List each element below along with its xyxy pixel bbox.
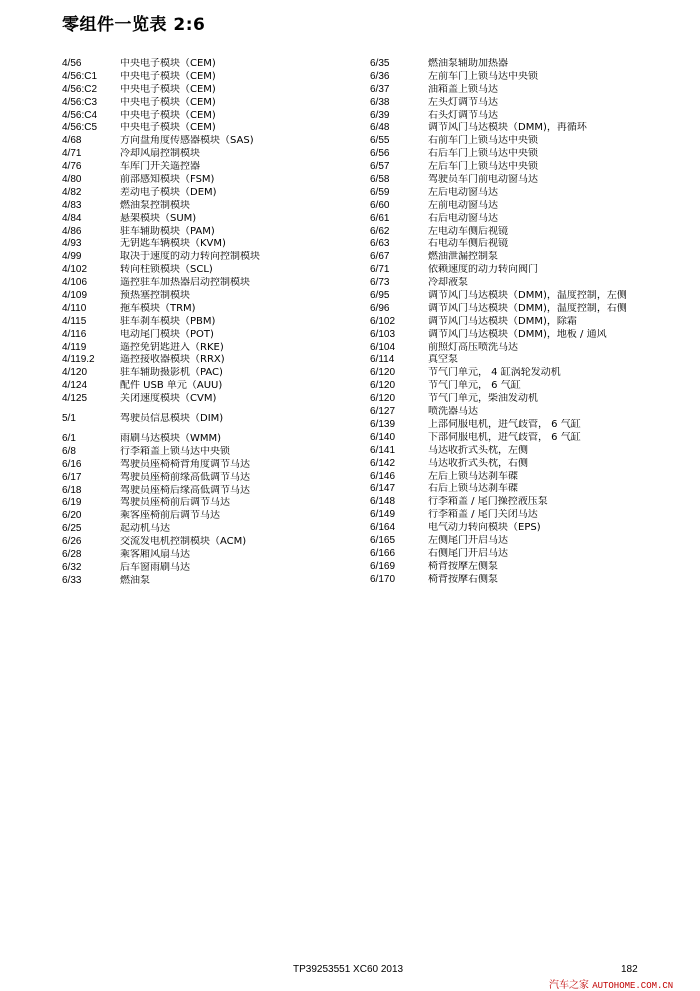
component-row bbox=[62, 472, 362, 485]
component-code: 6/73 bbox=[370, 277, 390, 289]
component-name: 驾驶员座椅椅背角度调节马达 bbox=[120, 458, 250, 470]
component-name: 驻车辅助摄影机（PAC) bbox=[120, 367, 223, 379]
component-name: 节气门单元， 4 缸涡轮发动机 bbox=[428, 367, 561, 379]
component-row bbox=[62, 367, 362, 380]
component-row bbox=[370, 535, 690, 548]
component-row bbox=[370, 522, 690, 535]
component-name: 右后车门上锁马达中央锁 bbox=[428, 148, 538, 160]
component-code: 6/142 bbox=[370, 457, 396, 469]
component-code: 5/1 bbox=[62, 413, 76, 425]
component-row bbox=[370, 393, 690, 406]
component-code: 4/82 bbox=[62, 186, 82, 198]
component-code: 6/166 bbox=[370, 547, 396, 559]
component-row bbox=[370, 419, 690, 432]
component-name: 中央电子模块（CEM) bbox=[120, 109, 216, 121]
component-code: 6/37 bbox=[370, 83, 390, 95]
component-name: 节气门单元，柴油发动机 bbox=[428, 393, 538, 405]
component-name: 遥控免钥匙进入（RKE) bbox=[120, 341, 224, 353]
component-row bbox=[62, 213, 362, 226]
component-name: 调节风门马达模块（DMM)，除霜 bbox=[428, 315, 577, 327]
component-code: 6/8 bbox=[62, 445, 76, 457]
component-name: 预热塞控制模块 bbox=[120, 290, 190, 302]
component-code: 6/55 bbox=[370, 135, 390, 147]
component-code: 6/26 bbox=[62, 536, 82, 548]
component-row bbox=[62, 122, 362, 135]
component-name: 驾驶员信息模块（DIM) bbox=[120, 413, 224, 425]
component-code: 6/35 bbox=[370, 58, 390, 69]
component-row bbox=[62, 485, 362, 498]
component-row bbox=[370, 574, 690, 587]
component-row bbox=[62, 329, 362, 342]
component-code: 6/170 bbox=[370, 573, 396, 585]
component-code: 6/165 bbox=[370, 534, 396, 546]
component-code: 6/95 bbox=[370, 290, 390, 302]
component-name: 油箱盖上锁马达 bbox=[428, 83, 498, 95]
component-code: 6/63 bbox=[370, 238, 390, 250]
component-code: 4/102 bbox=[62, 264, 88, 276]
component-code: 4/99 bbox=[62, 251, 82, 263]
component-code: 4/80 bbox=[62, 174, 82, 186]
component-row bbox=[62, 174, 362, 187]
watermark bbox=[549, 976, 673, 991]
component-name: 驾驶员座椅后缘高低调节马达 bbox=[120, 484, 250, 496]
component-row bbox=[62, 226, 362, 239]
component-code: 6/32 bbox=[62, 561, 82, 573]
component-name: 中央电子模块（CEM) bbox=[120, 122, 216, 134]
component-row bbox=[370, 380, 690, 393]
component-code: 4/116 bbox=[62, 328, 87, 340]
component-name: 驾驶员车门前电动窗马达 bbox=[428, 174, 538, 186]
component-code: 6/39 bbox=[370, 109, 390, 121]
component-row bbox=[370, 561, 690, 574]
component-name: 中央电子模块（CEM) bbox=[120, 83, 216, 95]
component-row bbox=[62, 303, 362, 316]
component-code: 6/146 bbox=[370, 470, 396, 482]
component-name: 无钥匙车辆模块（KVM) bbox=[120, 238, 226, 250]
component-code: 6/120 bbox=[370, 380, 396, 392]
component-name: 取决于速度的动力转向控制模块 bbox=[120, 251, 260, 263]
component-name: 冷却液泵 bbox=[428, 277, 468, 289]
component-name: 左后车门上锁马达中央锁 bbox=[428, 161, 538, 173]
component-row bbox=[370, 187, 690, 200]
component-code: 6/60 bbox=[370, 199, 390, 211]
component-row bbox=[62, 187, 362, 200]
component-name: 冷却风扇控制模块 bbox=[120, 148, 200, 160]
component-row bbox=[62, 161, 362, 174]
component-name: 前部感知模块（FSM) bbox=[120, 174, 215, 186]
component-code: 4/119 bbox=[62, 341, 87, 353]
component-code: 6/120 bbox=[370, 367, 396, 379]
component-row bbox=[370, 58, 690, 71]
component-name: 马达收折式头枕，右侧 bbox=[428, 457, 528, 469]
component-row bbox=[62, 459, 362, 472]
component-row bbox=[370, 458, 690, 471]
component-code: 6/58 bbox=[370, 174, 390, 186]
component-list-right bbox=[370, 58, 690, 587]
component-name: 中央电子模块（CEM) bbox=[120, 58, 216, 69]
component-row bbox=[62, 342, 362, 355]
component-row bbox=[370, 509, 690, 522]
component-code: 4/84 bbox=[62, 212, 82, 224]
component-row bbox=[62, 200, 362, 213]
component-code: 6/62 bbox=[370, 225, 390, 237]
component-row bbox=[370, 84, 690, 97]
component-name: 左头灯调节马达 bbox=[428, 96, 498, 108]
component-name: 驾驶员座椅前后调节马达 bbox=[120, 497, 230, 509]
component-code: 6/120 bbox=[370, 393, 396, 405]
component-name: 电动尾门模块（POT) bbox=[120, 328, 214, 340]
component-code: 4/56:C3 bbox=[62, 96, 98, 108]
component-name: 燃油泵辅助加热器 bbox=[428, 58, 508, 69]
component-code: 4/109 bbox=[62, 290, 88, 302]
component-row bbox=[370, 471, 690, 484]
component-row bbox=[370, 290, 690, 303]
component-row bbox=[370, 264, 690, 277]
component-row bbox=[62, 497, 362, 510]
component-code: 4/120 bbox=[62, 367, 88, 379]
component-code: 4/86 bbox=[62, 225, 82, 237]
component-name: 马达收折式头枕，左侧 bbox=[428, 444, 528, 456]
component-code: 6/56 bbox=[370, 148, 390, 160]
component-row bbox=[370, 200, 690, 213]
component-code: 4/125 bbox=[62, 393, 88, 405]
component-row bbox=[370, 226, 690, 239]
component-code: 4/119.2 bbox=[62, 354, 95, 366]
component-row bbox=[370, 483, 690, 496]
component-name: 上部伺服电机，进气歧管， 6 气缸 bbox=[428, 418, 581, 430]
component-code: 4/124 bbox=[62, 380, 88, 392]
component-code: 6/149 bbox=[370, 509, 396, 521]
component-row bbox=[62, 97, 362, 110]
component-name: 调节风门马达模块（DMM)，温度控制，右侧 bbox=[428, 302, 627, 314]
component-name: 调节风门马达模块（DMM)，再循环 bbox=[428, 122, 587, 134]
component-code: 4/56:C4 bbox=[62, 109, 98, 121]
component-name: 调节风门马达模块（DMM)，地板 / 通风 bbox=[428, 328, 607, 340]
component-code: 6/28 bbox=[62, 548, 82, 560]
component-row bbox=[62, 523, 362, 536]
component-name: 中央电子模块（CEM) bbox=[120, 96, 216, 108]
component-code: 4/83 bbox=[62, 199, 82, 211]
component-code: 6/140 bbox=[370, 431, 396, 443]
component-row bbox=[370, 316, 690, 329]
component-row bbox=[62, 354, 362, 367]
component-code: 6/103 bbox=[370, 328, 396, 340]
component-code: 6/18 bbox=[62, 484, 82, 496]
component-name: 雨刷马达模块（WMM) bbox=[120, 432, 222, 444]
component-name: 乘客座椅前后调节马达 bbox=[120, 510, 220, 522]
component-code: 6/20 bbox=[62, 510, 82, 522]
component-row bbox=[62, 510, 362, 523]
component-code: 6/19 bbox=[62, 497, 82, 509]
component-code: 6/141 bbox=[370, 444, 396, 456]
component-name: 右侧尾门开启马达 bbox=[428, 547, 508, 559]
component-row bbox=[62, 110, 362, 123]
component-row bbox=[62, 251, 362, 264]
component-name: 中央电子模块（CEM) bbox=[120, 70, 216, 82]
component-row bbox=[370, 71, 690, 84]
component-name: 乘客厢风扇马达 bbox=[120, 548, 190, 560]
component-code: 6/139 bbox=[370, 418, 396, 430]
component-name: 行李箱盖 / 尾门操控液压泵 bbox=[428, 496, 548, 508]
component-name: 转向柱锁模块（SCL) bbox=[120, 264, 213, 276]
component-name: 左后上锁马达刹车碟 bbox=[428, 470, 518, 482]
component-row bbox=[62, 290, 362, 303]
component-row bbox=[62, 264, 362, 277]
component-name: 左侧尾门开启马达 bbox=[428, 534, 508, 546]
component-name: 行李箱盖上锁马达中央锁 bbox=[120, 445, 230, 457]
component-name: 右后上锁马达刹车碟 bbox=[428, 483, 518, 495]
component-name: 椅背按摩右侧泵 bbox=[428, 573, 498, 585]
component-name: 行李箱盖 / 尾门关闭马达 bbox=[428, 509, 538, 521]
component-name: 喷洗器马达 bbox=[428, 406, 478, 418]
component-row bbox=[370, 354, 690, 367]
component-name: 配件 USB 单元（AUU) bbox=[120, 380, 223, 392]
component-code: 6/71 bbox=[370, 264, 390, 276]
component-row bbox=[370, 174, 690, 187]
component-row bbox=[370, 277, 690, 290]
component-code: 6/38 bbox=[370, 96, 390, 108]
component-row bbox=[62, 316, 362, 329]
component-row bbox=[62, 58, 362, 71]
component-name: 悬架模块（SUM) bbox=[120, 212, 197, 224]
component-code: 4/56 bbox=[62, 58, 82, 69]
component-code: 6/148 bbox=[370, 496, 396, 508]
component-row bbox=[62, 84, 362, 97]
component-row bbox=[370, 342, 690, 355]
component-code: 4/115 bbox=[62, 315, 87, 327]
component-name: 驻车刹车模块（PBM) bbox=[120, 315, 216, 327]
component-name: 起动机马达 bbox=[120, 523, 170, 535]
component-row bbox=[370, 329, 690, 342]
component-name: 燃油泵 bbox=[120, 574, 150, 586]
component-row bbox=[370, 548, 690, 561]
component-code: 6/67 bbox=[370, 251, 390, 263]
component-code: 4/56:C2 bbox=[62, 83, 98, 95]
component-code: 4/68 bbox=[62, 135, 82, 147]
watermark-url: AUTOHOME.COM.CN bbox=[592, 981, 674, 991]
component-code: 6/104 bbox=[370, 341, 396, 353]
component-name: 驻车辅助模块（PAM) bbox=[120, 225, 215, 237]
component-name: 右电动车侧后视镜 bbox=[428, 238, 508, 250]
component-code: 4/56:C1 bbox=[62, 70, 98, 82]
page-number: 182 bbox=[621, 964, 638, 975]
component-name: 左电动车侧后视镜 bbox=[428, 225, 508, 237]
component-code: 6/102 bbox=[370, 315, 396, 327]
component-name: 左前车门上锁马达中央锁 bbox=[428, 70, 538, 82]
component-row bbox=[370, 406, 690, 419]
component-code: 6/48 bbox=[370, 122, 390, 134]
component-row bbox=[62, 238, 362, 251]
watermark-brand: 汽车之家 bbox=[549, 980, 589, 991]
component-name: 左前电动窗马达 bbox=[428, 199, 498, 211]
component-code: 6/147 bbox=[370, 483, 396, 495]
component-name: 交流发电机控制模块（ACM) bbox=[120, 536, 247, 548]
component-code: 6/33 bbox=[62, 574, 82, 586]
component-name: 调节风门马达模块（DMM)，温度控制，左侧 bbox=[428, 290, 627, 302]
component-name: 驾驶员座椅前缘高低调节马达 bbox=[120, 471, 250, 483]
component-name: 拖车模块（TRM) bbox=[120, 302, 196, 314]
component-code: 6/16 bbox=[62, 458, 82, 470]
component-code: 4/71 bbox=[62, 148, 82, 160]
component-row bbox=[62, 413, 362, 426]
component-row bbox=[62, 393, 362, 406]
component-row bbox=[62, 575, 362, 588]
component-row bbox=[370, 135, 690, 148]
component-list-left bbox=[62, 58, 362, 588]
component-row bbox=[62, 148, 362, 161]
component-name: 遥控驻车加热器启动控制模块 bbox=[120, 277, 250, 289]
component-code: 4/93 bbox=[62, 238, 82, 250]
component-name: 依赖速度的动力转向阀门 bbox=[428, 264, 538, 276]
component-code: 6/25 bbox=[62, 523, 82, 535]
component-row bbox=[370, 445, 690, 458]
component-row bbox=[370, 367, 690, 380]
component-name: 右前车门上锁马达中央锁 bbox=[428, 135, 538, 147]
document-id: TP39253551 XC60 2013 bbox=[293, 964, 404, 975]
component-code: 6/169 bbox=[370, 560, 396, 572]
component-name: 左后电动窗马达 bbox=[428, 186, 498, 198]
component-name: 电气动力转向模块（EPS) bbox=[428, 522, 541, 534]
component-name: 下部伺服电机，进气歧管， 6 气缸 bbox=[428, 431, 581, 443]
component-code: 6/1 bbox=[62, 432, 76, 444]
component-row bbox=[370, 496, 690, 509]
component-name: 前照灯高压喷洗马达 bbox=[428, 341, 518, 353]
component-code: 4/76 bbox=[62, 161, 82, 173]
component-code: 6/114 bbox=[370, 354, 395, 366]
component-row bbox=[62, 380, 362, 393]
component-code: 6/17 bbox=[62, 471, 82, 483]
component-row bbox=[370, 148, 690, 161]
component-row bbox=[62, 71, 362, 84]
component-row bbox=[62, 446, 362, 459]
component-name: 后车窗雨刷马达 bbox=[120, 561, 190, 573]
component-name: 方向盘角度传感器模块（SAS) bbox=[120, 135, 254, 147]
component-code: 4/106 bbox=[62, 277, 88, 289]
component-code: 6/96 bbox=[370, 302, 390, 314]
component-row bbox=[62, 549, 362, 562]
component-code: 6/57 bbox=[370, 161, 390, 173]
component-name: 遥控接收器模块（RRX) bbox=[120, 354, 225, 366]
component-code: 6/127 bbox=[370, 406, 396, 418]
component-name: 节气门单元， 6 气缸 bbox=[428, 380, 521, 392]
component-name: 燃油泵控制模块 bbox=[120, 199, 190, 211]
component-code: 6/61 bbox=[370, 212, 390, 224]
component-row bbox=[62, 135, 362, 148]
component-name: 右头灯调节马达 bbox=[428, 109, 498, 121]
component-name: 右后电动窗马达 bbox=[428, 212, 498, 224]
component-name: 真空泵 bbox=[428, 354, 458, 366]
component-row bbox=[370, 251, 690, 264]
component-code: 6/164 bbox=[370, 522, 396, 534]
component-code: 6/59 bbox=[370, 186, 390, 198]
component-row bbox=[62, 562, 362, 575]
component-row bbox=[370, 238, 690, 251]
component-row bbox=[62, 433, 362, 446]
page-title: 零组件一览表 2:6 bbox=[62, 15, 206, 35]
component-row bbox=[370, 432, 690, 445]
component-code: 4/110 bbox=[62, 302, 87, 314]
component-name: 椅背按摩左侧泵 bbox=[428, 560, 498, 572]
component-name: 关闭速度模块（CVM) bbox=[120, 393, 217, 405]
component-row bbox=[370, 161, 690, 174]
component-code: 4/56:C5 bbox=[62, 122, 98, 134]
component-row bbox=[370, 213, 690, 226]
component-row bbox=[370, 97, 690, 110]
component-name: 差动电子模块（DEM) bbox=[120, 186, 217, 198]
component-name: 燃油泄漏控制泵 bbox=[428, 251, 498, 263]
component-name: 车库门开关遥控器 bbox=[120, 161, 200, 173]
component-row bbox=[370, 110, 690, 123]
component-row bbox=[62, 277, 362, 290]
component-row bbox=[370, 122, 690, 135]
component-code: 6/36 bbox=[370, 70, 390, 82]
component-row bbox=[370, 303, 690, 316]
component-row bbox=[62, 536, 362, 549]
